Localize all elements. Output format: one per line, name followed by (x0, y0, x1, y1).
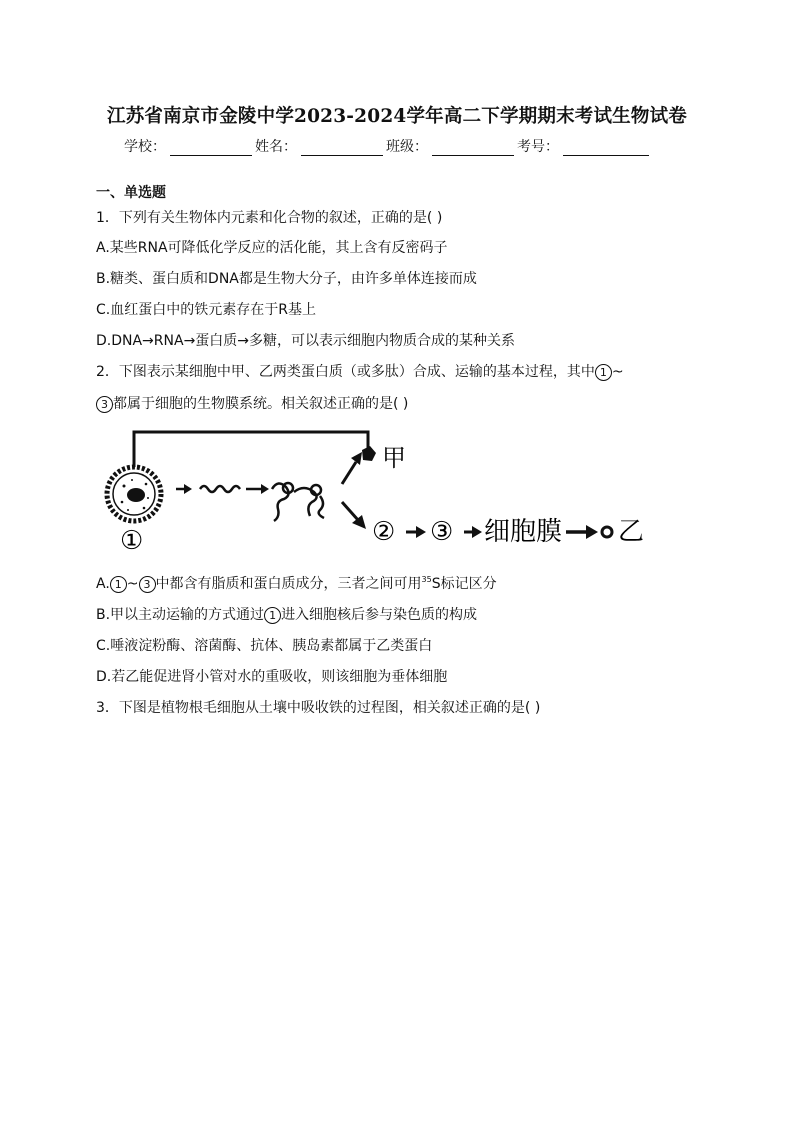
label-membrane: 细胞膜 (484, 517, 563, 547)
q2-option-a: A. 1 ~ 3 中都含有脂质和蛋白质成分，三者之间可用$^{35}$S标记区分 (96, 575, 497, 592)
circled-3: 3 (96, 396, 113, 413)
q1-option-c: C.血红蛋白中的铁元素存在于R基上 (96, 302, 316, 318)
circled-1: 1 (110, 576, 127, 593)
exam-title: 江苏省南京市金陵中学2023-2024学年高二下学期期末考试生物试卷 (107, 106, 687, 127)
isotope-superscript: 35 (421, 575, 432, 584)
ribosome-icon (272, 483, 324, 521)
name-label: 姓名： (255, 139, 297, 155)
protein-yi-icon (602, 527, 612, 537)
school-blank (170, 141, 252, 156)
label-1: ① (120, 526, 144, 556)
q1-option-a: A.某些RNA可降低化学反应的活化能，其上含有反密码子 (96, 240, 448, 256)
q1-option-d: D.DNA→RNA→蛋白质→多糖，可以表示细胞内物质合成的某种关系 (96, 333, 516, 349)
name-blank (301, 141, 383, 156)
mrna-icon (200, 486, 240, 492)
q1-option-b: B.糖类、蛋白质和DNA都是生物大分子，由许多单体连接而成 (96, 271, 477, 287)
q2-option-d: D.若乙能促进肾小管对水的重吸收，则该细胞为垂体细胞 (96, 669, 448, 685)
q3-stem: 3．下图是植物根毛细胞从土壤中吸收铁的过程图，相关叙述正确的是( ) (96, 700, 541, 716)
circled-1: 1 (595, 364, 612, 381)
number-blank (563, 141, 649, 156)
protein-jia-icon (362, 446, 376, 461)
school-label: 学校： (124, 139, 166, 155)
protein-transport-diagram (96, 422, 656, 557)
circled-1: 1 (264, 607, 281, 624)
q2-option-c: C.唾液淀粉酶、溶菌酶、抗体、胰岛素都属于乙类蛋白 (96, 638, 433, 654)
label-jia: 甲 (382, 444, 406, 472)
label-3: ③ (430, 517, 454, 547)
label-2: ② (372, 517, 396, 547)
q2-stem-line1: 2．下图表示某细胞中甲、乙两类蛋白质（或多肽）合成、运输的基本过程，其中 1 ~ (96, 364, 624, 380)
number-label: 考号： (517, 139, 559, 155)
q2-stem-line2: 3 都属于细胞的生物膜系统。相关叙述正确的是( ) (96, 393, 408, 413)
student-info-row (124, 136, 652, 156)
circled-3: 3 (139, 576, 156, 593)
label-yi: 乙 (618, 517, 645, 547)
q2-option-b: B.甲以主动运输的方式通过 1 进入细胞核后参与染色质的构成 (96, 607, 478, 623)
class-label: 班级： (386, 139, 428, 155)
section-heading: 一、单选题 (96, 185, 166, 201)
q1-stem: 1．下列有关生物体内元素和化合物的叙述，正确的是( ) (96, 210, 443, 226)
class-blank (432, 141, 514, 156)
